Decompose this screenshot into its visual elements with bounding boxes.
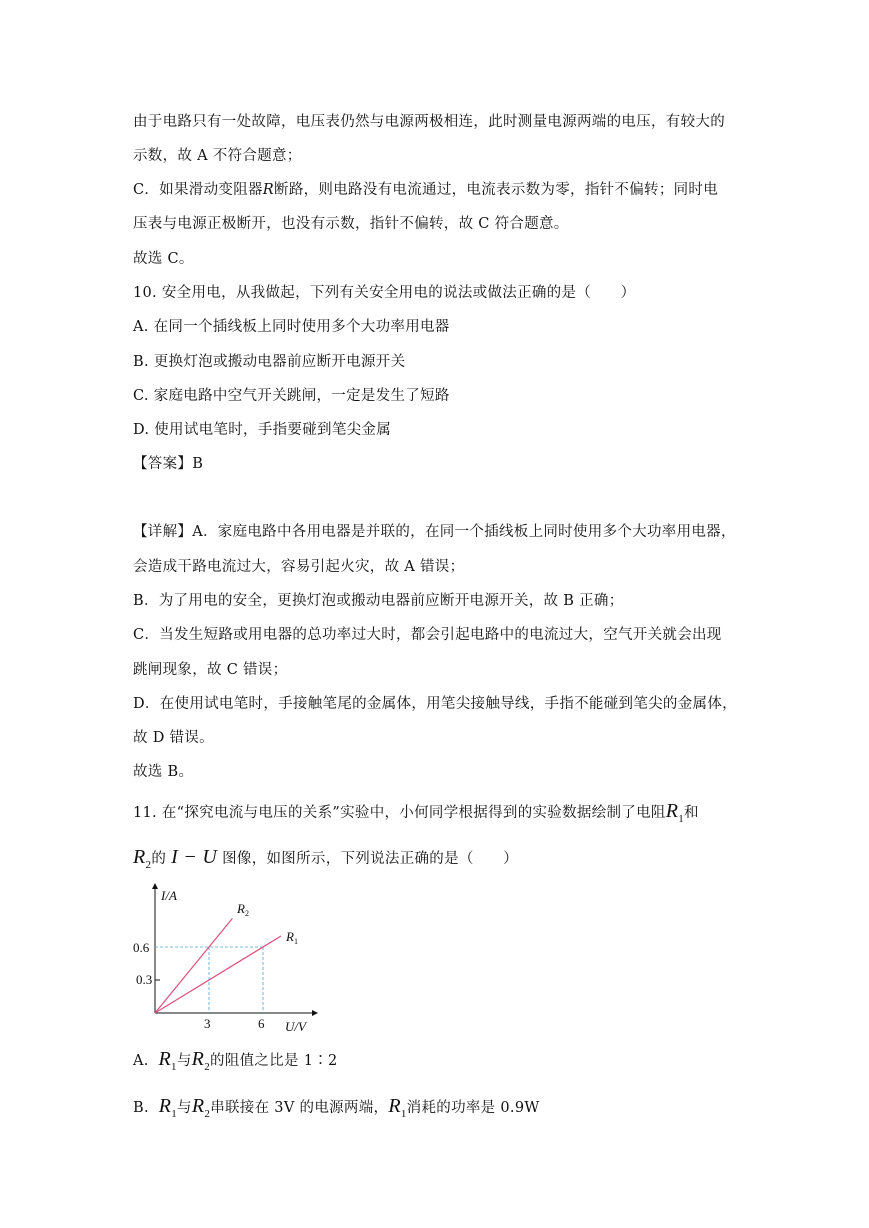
detail-line: 跳闸现象，故 C 错误； (133, 662, 288, 678)
option-c: C. 家庭电路中空气开关跳闸，一定是发生了短路 (133, 388, 450, 404)
answer: 【答案】B (133, 456, 204, 472)
r2-symbol: $R_2$ (191, 1048, 211, 1073)
detail-line: 故 D 错误。 (133, 730, 214, 746)
x-tick-label: 3 (204, 1016, 211, 1031)
question-11-stem (133, 799, 699, 831)
detail-line: 【详解】A．家庭电路中各用电器是并联的，在同一个插线板上同时使用多个大功率用电器， (133, 524, 736, 540)
r1-symbol: $R_1$ (388, 1095, 407, 1120)
y-axis-label: I/A (161, 888, 177, 903)
iu-symbol: I − U (171, 846, 218, 868)
y-tick-label: 0.3 (136, 972, 153, 987)
r1-symbol: $R_1$ (665, 800, 685, 825)
question-11-stem-cont (133, 845, 518, 877)
text-fragment: 的 (151, 851, 167, 867)
text-fragment: 11. 在“探究电流与电压的关系”实验中，小何同学根据得到的实验数据绘制了电阻 (133, 805, 666, 821)
q11-option-a: A. $R_1$与$R_2$的阻值之比是 1∶2 (133, 1048, 338, 1073)
text-line: 由于电路只有一处故障，电压表仍然与电源两极相连，此时测量电源两端的电压，有较大的 (133, 114, 725, 130)
detail-line: B．为了用电的安全，更换灯泡或搬动电器前应断开电源开关，故 B 正确； (133, 593, 624, 609)
text-fragment: 断路，则电路没有电流通过，电流表示数为零，指针不偏转；同时电 (274, 182, 719, 198)
text-line (133, 180, 718, 200)
option-a: A. 在同一个插线板上同时使用多个大功率用电器 (133, 319, 450, 335)
text-line: 压表与电源正极断开，也没有示数，指针不偏转，故 C 符合题意。 (133, 216, 569, 232)
detail-line: C．当发生短路或用电器的总功率过大时，都会引起电路中的电流过大，空气开关就会出现 (133, 627, 722, 643)
r1-symbol: $R_1$ (158, 1048, 177, 1073)
detail-line: D．在使用试电笔时，手接触笔尾的金属体，用笔尖接触导线，手指不能碰到笔尖的金属体， (133, 696, 737, 712)
r2-symbol: $R_2$ (133, 846, 152, 871)
r2-symbol: $R_2$ (191, 1095, 211, 1120)
option-d: D. 使用试电笔时，手指要碰到笔尖金属 (133, 422, 392, 438)
r1-label: $R_1$ (286, 929, 298, 946)
variable-r: R (262, 182, 275, 198)
r2-line (155, 918, 232, 1013)
q11-option-b: B. $R_1$与$R_2$串联接在 3V 的电源两端，$R_1$消耗的功率是 0.9W (133, 1095, 540, 1120)
y-tick-label: 0.6 (133, 940, 150, 955)
text-fragment: 图像，如图所示，下列说法正确的是（ ） (222, 851, 519, 867)
text-line: 故选 C。 (133, 251, 194, 267)
text-line: 示数，故 A 不符合题意； (133, 148, 302, 164)
detail-line: 故选 B。 (133, 764, 194, 780)
x-axis-label: U/V (285, 1019, 306, 1034)
option-b: B. 更换灯泡或搬动电器前应断开电源开关 (133, 354, 406, 370)
r2-label: $R_2$ (237, 901, 249, 918)
r1-symbol: $R_1$ (158, 1095, 178, 1120)
r1-line (155, 936, 281, 1013)
question-10-stem: 10. 安全用电，从我做起，下列有关安全用电的说法或做法正确的是（ ） (133, 285, 636, 301)
detail-line: 会造成干路电流过大，容易引起火灾，故 A 错误； (133, 559, 465, 575)
x-tick-label: 6 (258, 1016, 265, 1031)
text-fragment: 和 (684, 805, 699, 821)
text-fragment: C．如果滑动变阻器 (133, 182, 263, 198)
iu-graph (133, 880, 333, 1035)
